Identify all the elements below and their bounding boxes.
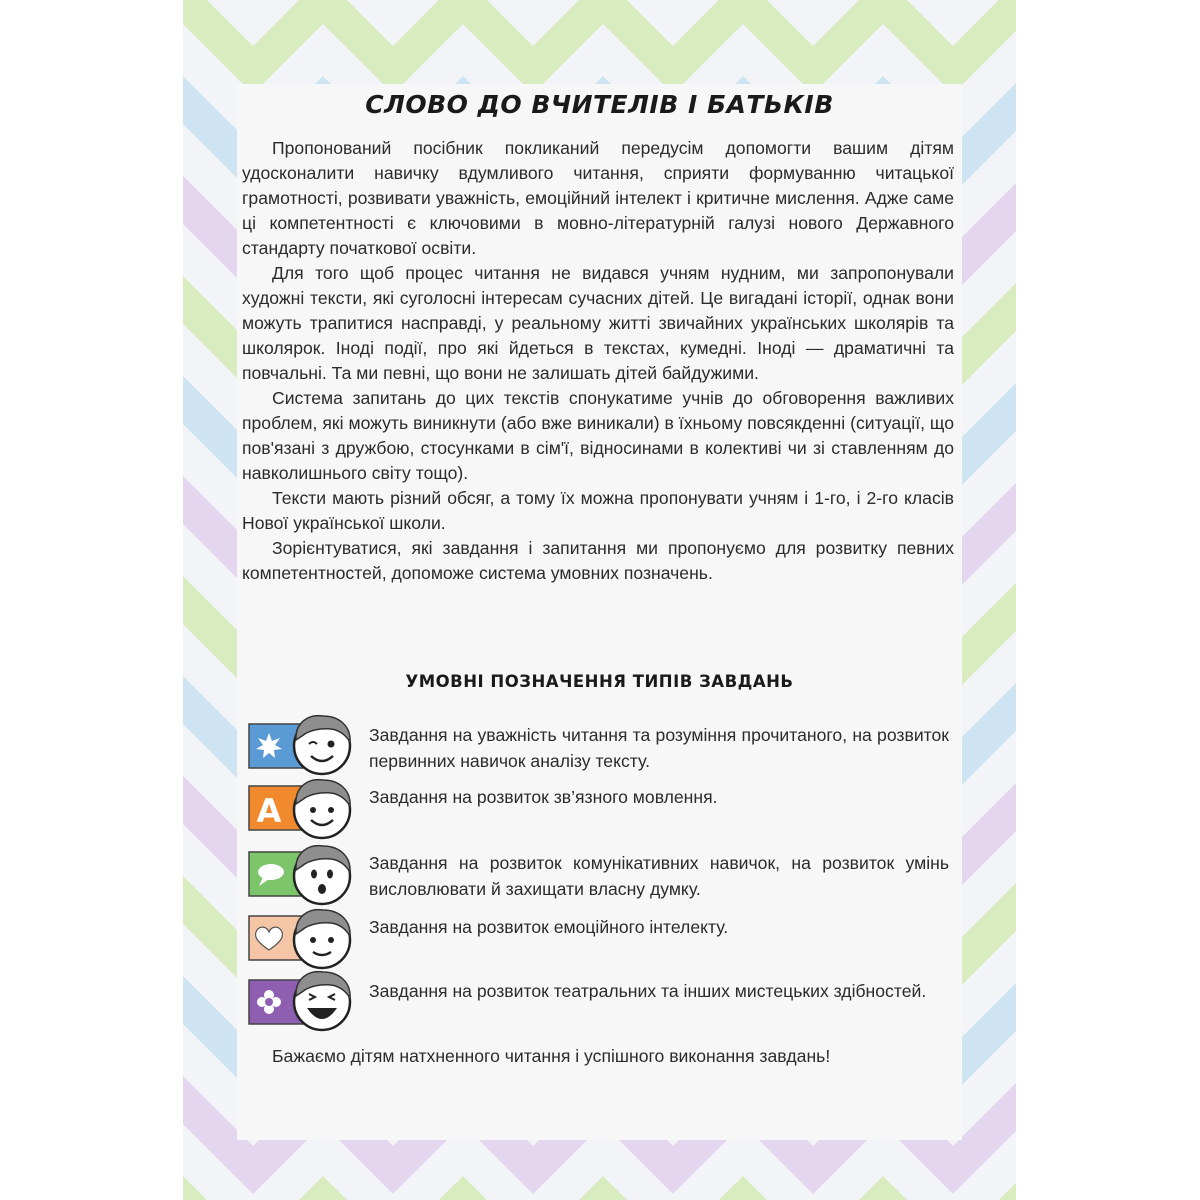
page-title: СЛОВО ДО ВЧИТЕЛІВ І БАТЬКІВ [365,90,834,119]
flower-icon [247,966,357,1036]
legend-item-speech [247,772,957,842]
heart-icon [247,902,357,972]
closing-text: Бажаємо дітям натхненного читання і успішного виконання завдань! [272,1046,831,1066]
star-icon [247,710,357,780]
intro-text [242,136,954,586]
legend-text: Завдання на розвиток театральних та інших мистецьких здібностей. [369,981,927,1001]
face-icon [294,972,350,1030]
paragraph: Зорієнтуватися, які завдання і запитання ми пропонуємо для розвитку певних компетентностей, допоможе система умовних позначень. [242,538,954,583]
speech-bubble-icon [247,838,357,908]
legend-letter: A [256,792,282,830]
legend-title: УМОВНІ ПОЗНАЧЕННЯ ТИПІВ ЗАВДАНЬ [405,672,794,691]
face-icon [294,910,350,968]
paragraph: Для того щоб процес читання не видався учням нудним, ми запропонували художні тексти, які суголосні інтересам сучасних дітей. Це вигадані історії, однак вони можуть трапитися насправді, у реальному житті звичайних українських школярів та школярок. Іноді події, про які йдеться в текстах, кумедні. Іноді — драматичні та повчальні. Та ми певні, що вони не залишать дітей байдужими. [242,263,954,383]
legend-text: Завдання на розвиток комунікативних навичок, на розвиток умінь висловлювати й захищати власну думку. [369,853,949,899]
legend-text: Завдання на уважність читання та розуміння прочитаного, на розвиток первинних навичок аналізу тексту. [369,725,949,771]
legend-item-communication [247,838,957,908]
legend-item-emotion [247,902,957,972]
chevron-stripe [183,0,1016,70]
letter-a-icon [247,772,357,842]
face-icon [294,780,350,838]
face-icon [294,846,350,904]
legend-item-art [247,966,957,1036]
paragraph: Пропонований посібник покликаний передусім допомогти вашим дітям удосконалити навичку вдумливого читання, сприяти формуванню читацької грамотності, розвивати уважність, емоційний інтелект і критичне мислення. Адже саме ці компетентності є ключовими в мовно-літературній галузі нового Державного стандарту початкової освіти. [242,138,954,258]
paragraph: Система запитань до цих текстів спонукатиме учнів до обговорення важливих проблем, які можуть виникнути (або вже виникали) в їхньому повсякденні (ситуації, що пов'язані з дружбою, стосунками в сім'ї, відносинами в колективі чи зі ставленням до навколишнього світу тощо). [242,388,954,483]
face-icon [294,716,350,774]
legend-text: Завдання на розвиток емоційного інтелекту. [369,917,729,937]
legend-text: Завдання на розвиток зв’язного мовлення. [369,787,718,807]
page [183,0,1016,1200]
paragraph: Тексти мають різний обсяг, а тому їх можна пропонувати учням і 1-го, і 2-го класів Нової української школи. [242,488,954,533]
legend-item-attention [247,710,957,780]
content-panel [237,84,962,1140]
